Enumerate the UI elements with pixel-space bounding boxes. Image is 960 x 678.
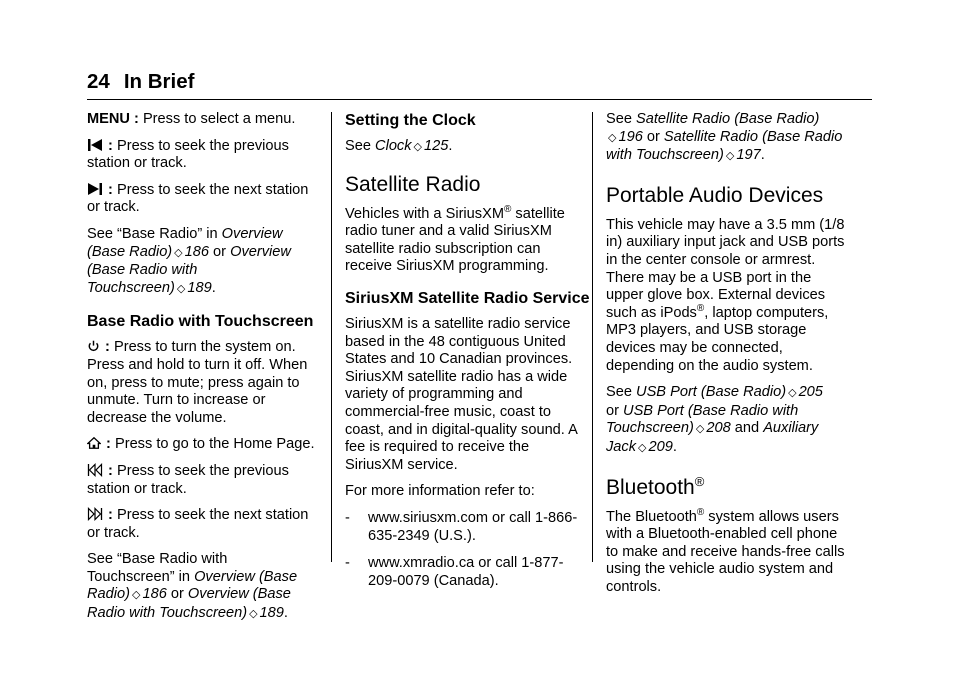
seek-next-paragraph: : Press to seek the next station or track. bbox=[87, 181, 309, 216]
ref-satellite-touchscreen[interactable]: Satellite Radio (Base Radio with Touchscreen) bbox=[606, 128, 843, 164]
more-info-paragraph: For more information refer to: bbox=[345, 483, 535, 500]
page-ref-205[interactable]: 205 bbox=[798, 384, 823, 401]
page-ref-marker: ◇ bbox=[788, 387, 797, 400]
power-icon bbox=[87, 339, 100, 353]
page-ref-125[interactable]: 125 bbox=[424, 138, 449, 154]
bullet-marker: ‐ bbox=[345, 555, 350, 572]
ref-overview-touchscreen[interactable]: Overview (Base Radio with Touchscreen) bbox=[87, 586, 291, 622]
ref-usb-base-radio[interactable]: USB Port (Base Radio) bbox=[636, 384, 787, 401]
page-ref-196[interactable]: 196 bbox=[618, 128, 643, 145]
satellite-paragraph: Vehicles with a SiriusXM® satellite radio tuner and a valid SiriusXM satellite radio subscription can receive SiriusXM programming. bbox=[345, 203, 565, 275]
page-ref-186[interactable]: 186 bbox=[142, 586, 167, 603]
page-title: In Brief bbox=[123, 70, 195, 93]
page-ref-189[interactable]: 189 bbox=[187, 279, 212, 296]
home-icon bbox=[87, 436, 101, 450]
page-ref-marker: ◇ bbox=[132, 589, 141, 602]
bluetooth-paragraph: The Bluetooth® system allows users with a Bluetooth-enabled cell phone to make and receive hands-free calls using the vehicle audio system and controls. bbox=[606, 506, 845, 595]
ref-overview-base-radio[interactable]: Overview (Base Radio) bbox=[87, 568, 298, 603]
header-rule bbox=[87, 99, 872, 100]
touch-seek-next-icon bbox=[87, 507, 103, 521]
column-3 bbox=[606, 111, 846, 605]
page-ref-marker: ◇ bbox=[174, 246, 183, 259]
bullet-marker: ‐ bbox=[345, 509, 350, 526]
list-item bbox=[345, 510, 590, 545]
siriusxm-paragraph: SiriusXM is a satellite radio service based in the 48 contiguous United States and 10 Canadian provinces. SiriusXM satellite radio has a wide variety of programming and commercial-free music, coast to coast, and in digital-quality sound. A fee is required to receive the SiriusXM service. bbox=[345, 315, 578, 473]
page-ref-marker: ◇ bbox=[413, 141, 422, 153]
menu-label: MENU : bbox=[87, 111, 139, 127]
see-satellite-paragraph: See Satellite Radio (Base Radio) ◇ 196 or Satellite Radio (Base Radio with Touchscreen) ◇ 197. bbox=[606, 111, 843, 164]
page-ref-marker: ◇ bbox=[695, 423, 705, 436]
page-ref-186[interactable]: 186 bbox=[184, 243, 209, 260]
registered-mark: ® bbox=[696, 302, 705, 314]
see-base-radio-paragraph: See “Base Radio” in Overview (Base Radio) ◇ 186 or Overview (Base Radio with Touchscreen) ◇ 189. bbox=[87, 225, 291, 296]
ref-usb-touchscreen[interactable]: USB Port (Base Radio with Touchscreen) bbox=[606, 402, 799, 437]
ref-clock[interactable]: Clock bbox=[375, 138, 412, 154]
power-paragraph: : Press to turn the system on. Press and hold to turn it off. When on, press to mute; press again to unmute. Turn to increase or decrease the volume. bbox=[87, 339, 308, 426]
page-ref-189[interactable]: 189 bbox=[259, 605, 284, 622]
page-ref-marker: ◇ bbox=[176, 282, 186, 295]
heading-satellite-radio: Satellite Radio bbox=[345, 172, 481, 196]
ref-overview-base-radio[interactable]: Overview (Base Radio) bbox=[87, 225, 283, 260]
column-2 bbox=[345, 111, 590, 600]
heading-base-radio-touchscreen: Base Radio with Touchscreen bbox=[87, 313, 314, 331]
page-ref-marker: ◇ bbox=[725, 150, 735, 163]
page-ref-197[interactable]: 197 bbox=[736, 147, 761, 164]
heading-portable-audio: Portable Audio Devices bbox=[606, 183, 824, 207]
xmradio-contact: www.xmradio.ca or call 1-877-209-0079 (Canada). bbox=[368, 555, 564, 589]
ref-auxiliary-jack[interactable]: Auxiliary Jack bbox=[606, 420, 819, 455]
portable-paragraph: This vehicle may have a 3.5 mm (1/8 in) auxiliary input jack and USB ports in the center console or armrest. There may be a USB port in the upper glove box. External devices such as iPods®, laptop computers, MP3 players, and USB storage devices may be connected, depending on the audio system. bbox=[606, 216, 845, 374]
registered-mark: ® bbox=[694, 473, 705, 489]
seek-previous-icon bbox=[87, 138, 103, 152]
touch-seek-previous-icon bbox=[87, 463, 103, 477]
touch-seek-prev-paragraph: : Press to seek the previous station or track. bbox=[87, 462, 289, 497]
heading-siriusxm-service: SiriusXM Satellite Radio Service bbox=[345, 289, 590, 307]
list-item bbox=[345, 555, 590, 590]
home-paragraph: : Press to go to the Home Page. bbox=[87, 436, 317, 454]
page-header bbox=[87, 70, 872, 94]
clock-paragraph: See Clock ◇ 125. bbox=[345, 138, 453, 154]
heading-setting-clock: Setting the Clock bbox=[345, 112, 476, 129]
siriusxm-contact: www.siriusxm.com or call 1-866-635-2349 (U.S.). bbox=[368, 509, 578, 544]
column-divider-2 bbox=[592, 112, 593, 562]
seek-next-icon bbox=[87, 182, 103, 196]
ref-overview-touchscreen[interactable]: Overview (Base Radio with Touchscreen) bbox=[87, 243, 291, 296]
page-ref-209[interactable]: 209 bbox=[648, 438, 673, 455]
header-text bbox=[87, 70, 872, 94]
page-ref-marker: ◇ bbox=[249, 608, 258, 621]
page-ref-marker: ◇ bbox=[608, 131, 617, 144]
see-touchscreen-paragraph: See “Base Radio with Touchscreen” in Overview (Base Radio) ◇ 186 or Overview (Base Radio with Touchscreen) ◇ 189. bbox=[87, 551, 298, 622]
page-number: 24 bbox=[87, 70, 110, 93]
touch-seek-next-paragraph: : Press to seek the next station or track. bbox=[87, 507, 309, 541]
see-usb-paragraph: See USB Port (Base Radio) ◇ 205 or USB Port (Base Radio with Touchscreen) ◇ 208 and Auxiliary Jack ◇ 209. bbox=[606, 384, 823, 455]
registered-mark: ® bbox=[696, 506, 705, 518]
ref-satellite-base-radio[interactable]: Satellite Radio (Base Radio) bbox=[636, 111, 820, 127]
heading-bluetooth: Bluetooth® bbox=[606, 473, 705, 499]
column-1 bbox=[87, 111, 317, 633]
menu-paragraph: MENU : Press to select a menu. bbox=[87, 111, 296, 127]
registered-mark: ® bbox=[503, 203, 512, 215]
column-divider-1 bbox=[331, 112, 332, 562]
seek-prev-paragraph: : Press to seek the previous station or track. bbox=[87, 137, 289, 172]
page-ref-marker: ◇ bbox=[638, 441, 647, 454]
page-ref-208[interactable]: 208 bbox=[706, 420, 731, 437]
